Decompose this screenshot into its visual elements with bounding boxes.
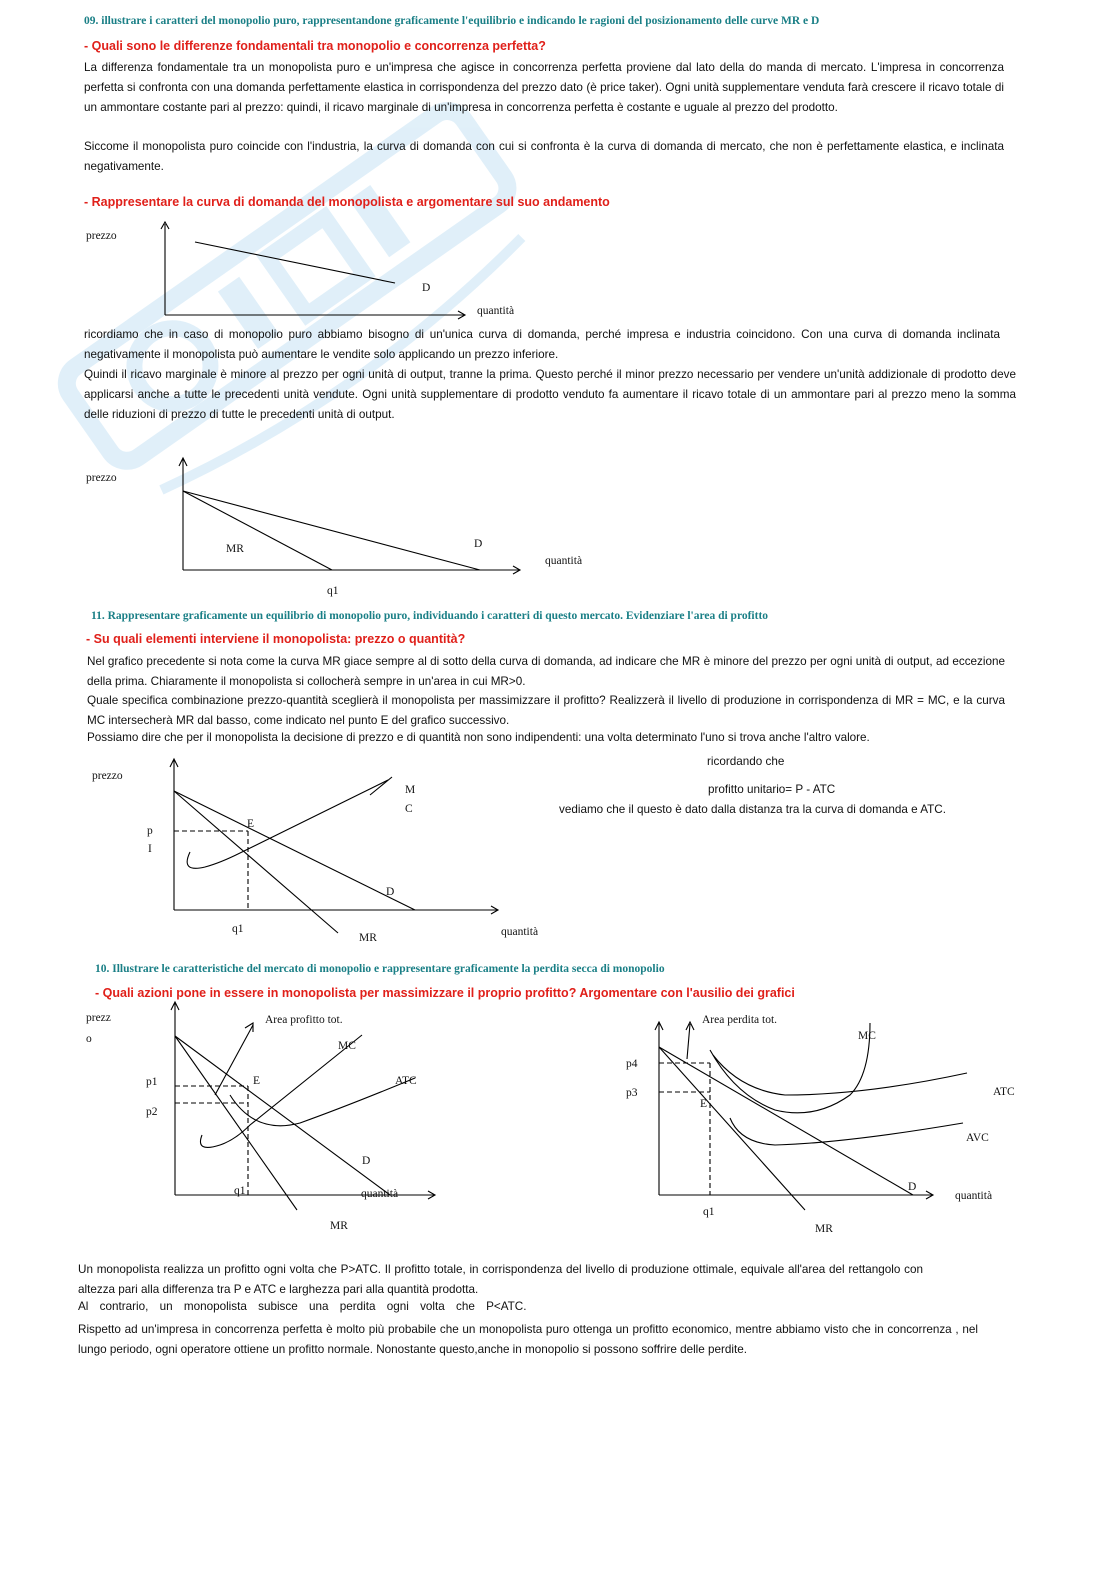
graph4-mr-label: MR	[330, 1220, 348, 1232]
graph4-q-label: q1	[234, 1185, 246, 1197]
graph3-mr-label: MR	[359, 932, 377, 944]
closing-paragraph-3: Rispetto ad un'impresa in concorrenza perfetta è molto più probabile che un monopolista puro ottenga un profitto economico, mentre abbiamo visto che in concorrenza , nel lungo periodo, ogni operatore ottiene un profitto normale. Nonostante questo,anche in monopolio si possono soffrire delle perdite.	[78, 1323, 978, 1356]
q11-paragraph-2: Quale specifica combinazione prezzo-quantità sceglierà il monopolista per massimizzare il profitto? Realizzerà il livello di produzione in corrispondenza di MR = MC, e la curva MC intersecherà MR dal basso, come indicato nel punto E del grafico successivo.	[87, 694, 1005, 727]
q09-subheading-2: - Rappresentare la curva di domanda del monopolista e argomentare sul suo andamento	[84, 195, 610, 209]
q09-paragraph-2: Siccome il monopolista puro coincide con l'industria, la curva di domanda con cui si confronta è la curva di domanda di mercato, che non è perfettamente elastica, e inclinata negativamente.	[84, 140, 1004, 173]
graph3-p-label: p	[147, 825, 153, 837]
graph4-p2-label: p2	[146, 1106, 158, 1118]
mr-line	[183, 491, 332, 570]
avc-curve	[730, 1118, 963, 1145]
q11-title: 11. Rappresentare graficamente un equilibrio di monopolio puro, individuando i caratteri di questo mercato. Evidenziare l'area di profitto	[91, 610, 769, 622]
area-pointer-arrow	[687, 1024, 690, 1059]
mc-curve	[187, 780, 388, 868]
graph2-x-label: quantità	[545, 555, 583, 567]
graph3-mc-label-c: C	[405, 803, 413, 815]
closing-paragraph-2: Al contrario, un monopolista subisce una perdita ogni volta che P<ATC.	[78, 1300, 527, 1313]
graph5-p3-label: p3	[626, 1087, 638, 1099]
q09-title: 09. illustrare i caratteri del monopolio puro, rappresentandone graficamente l'equilibrio e indicando le ragioni del posizionamento delle curve MR e D	[84, 15, 820, 27]
graph1-x-label: quantità	[477, 305, 515, 317]
area-pointer-arrow	[215, 1025, 253, 1095]
graph4-e-label: E	[253, 1075, 261, 1087]
graph5-atc-label: ATC	[993, 1086, 1015, 1098]
graph2-d-label: D	[474, 538, 483, 550]
graph2-y-label: prezzo	[86, 472, 117, 484]
note-vediamo: vediamo che il questo è dato dalla distanza tra la curva di domanda e ATC.	[559, 803, 946, 816]
graph4-x-label: quantità	[361, 1188, 399, 1200]
graph5-area-label: Area perdita tot.	[702, 1014, 778, 1026]
q11-subheading: - Su quali elementi interviene il monopolista: prezzo o quantità?	[86, 632, 466, 646]
q09-paragraph-4: Quindi il ricavo marginale è minore al prezzo per ogni unità di output, tranne la prima. Questo perché il minor prezzo necessario per vendere un'unità addizionale di prodotto deve applicarsi anche a tutte le precedenti unità vendute. Ogni unità supplementare di prodotto venduto fa aumentare il ricavo totale di un ammontare pari al prezzo meno la somma delle riduzioni di prezzo di tutte le precedenti unità di output.	[84, 368, 1016, 421]
graph3-q-label: q1	[232, 923, 244, 935]
graph3-y-label: prezzo	[92, 770, 123, 782]
graph3-e-label: E	[247, 818, 255, 830]
graph5-x-label: quantità	[955, 1190, 993, 1202]
equilibrium-graph	[160, 755, 505, 945]
note-profitto-unitario: profitto unitario= P - ATC	[708, 783, 836, 796]
q09-paragraph-3: ricordiamo che in caso di monopolio puro abbiamo bisogno di un'unica curva di domanda, perché impresa e industria coincidono. Con una curva di domanda inclinata negativamente il monopolista può aumentare le vendite solo applicando un prezzo inferiore.	[84, 328, 1000, 361]
graph5-e-label: E	[700, 1098, 708, 1110]
mc-curve	[710, 1023, 870, 1113]
demand-mr-graph	[170, 455, 530, 580]
graph1-d-label: D	[422, 282, 431, 294]
q11-paragraph-3: Possiamo dire che per il monopolista la decisione di prezzo e di quantità non sono indipendenti: una volta determinato l'uno si trova anche l'altro valore.	[87, 731, 870, 744]
mc-top-stroke	[370, 777, 392, 795]
closing-paragraph-1: Un monopolista realizza un profitto ogni volta che P>ATC. Il profitto totale, in corrispondenza del livello di produzione ottimale, equivale all'area del rettangolo con altezza pari alla differenza tra P e ATC e larghezza pari alla quantità prodotta.	[78, 1263, 923, 1296]
graph4-mc-label: MC	[338, 1040, 356, 1052]
graph3-mc-label-m: M	[405, 784, 416, 796]
demand-line	[175, 1036, 390, 1195]
graph5-avc-label: AVC	[966, 1132, 989, 1144]
demand-line	[174, 791, 415, 910]
graph5-d-label: D	[908, 1181, 917, 1193]
graph5-mr-label: MR	[815, 1223, 833, 1235]
graph5-q-label: q1	[703, 1206, 715, 1218]
graph4-d-label: D	[362, 1155, 371, 1167]
q09-subheading-1: - Quali sono le differenze fondamentali tra monopolio e concorrenza perfetta?	[84, 39, 546, 53]
graph4-atc-label: ATC	[395, 1075, 417, 1087]
note-ricordando: ricordando che	[707, 755, 785, 768]
graph4-p1-label: p1	[146, 1076, 158, 1088]
mr-line	[175, 1036, 297, 1210]
q10-subheading: - Quali azioni pone in essere in monopolista per massimizzare il proprio profitto? Argomentare con l'ausilio dei grafici	[95, 986, 795, 1000]
mr-line	[174, 791, 338, 933]
graph3-x-label: quantità	[501, 926, 539, 938]
graph4-area-label: Area profitto tot.	[265, 1014, 343, 1026]
graph4-y-label-1: prezz	[86, 1012, 111, 1024]
graph1-y-label: prezzo	[86, 230, 117, 242]
profit-area-graph	[160, 995, 450, 1220]
q10-title: 10. Illustrare le caratteristiche del mercato di monopolio e rappresentare graficamente la perdita secca di monopolio	[95, 963, 665, 975]
atc-curve	[713, 1055, 967, 1095]
graph2-mr-label: MR	[226, 543, 244, 555]
graph3-d-label: D	[386, 886, 395, 898]
mr-line	[659, 1047, 805, 1210]
graph3-p-sub-label: I	[148, 843, 152, 855]
graph2-q-label: q1	[327, 585, 339, 597]
demand-line	[195, 242, 395, 283]
loss-area-graph	[645, 1015, 945, 1220]
q11-paragraph-1: Nel grafico precedente si nota come la curva MR giace sempre al di sotto della curva di domanda, ad indicare che MR è minore del prezzo per ogni unità di output, ad eccezione della prima. Chiaramente il monopolista si collocherà sempre in un'area in cui MR>0.	[87, 655, 1005, 688]
demand-line	[183, 491, 483, 570]
demand-line	[659, 1047, 913, 1195]
q09-paragraph-1: La differenza fondamentale tra un monopolista puro e un'impresa che agisce in concorrenza perfetta proviene dal lato della do manda di mercato. L'impresa in concorrenza perfetta si confronta con una domanda perfettamente elastica in corrispondenza del prezzo dato (è price taker). Ogni unità supplementare venduta farà crescere il ricavo totale di un ammontare costante pari al prezzo: quindi, il ricavo marginale di un'impresa in concorrenza perfetta è costante e uguale al prezzo del prodotto.	[84, 61, 1004, 114]
graph5-p4-label: p4	[626, 1058, 638, 1070]
graph5-mc-label: MC	[858, 1030, 876, 1042]
graph4-y-label-2: o	[86, 1033, 92, 1045]
demand-curve-graph	[150, 220, 470, 320]
